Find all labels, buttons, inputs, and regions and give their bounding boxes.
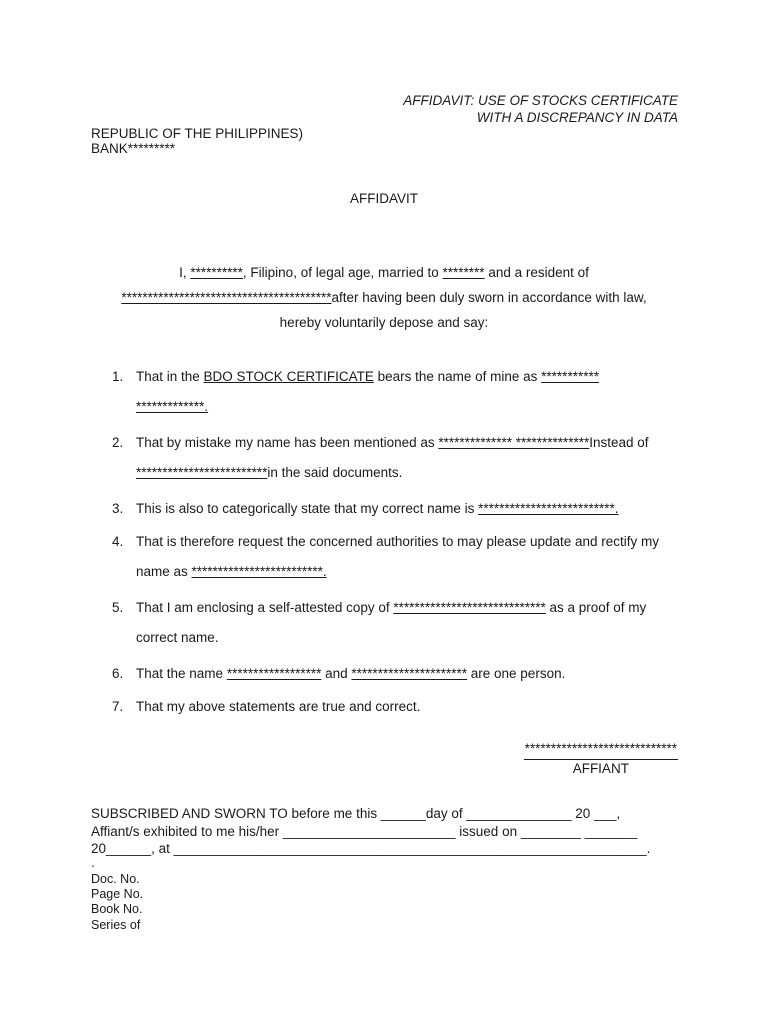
intro-line-3: hereby voluntarily depose and say: (279, 315, 489, 330)
list-item: 2. That by mistake my name has been mentioned as ************** **************Instead of *************************in the said documents. (112, 435, 649, 480)
wrong-name-blank: ************** ************** (438, 435, 590, 450)
name-blank: ************************* (136, 464, 268, 480)
intro-line-2: ****************************************after having been duly sworn in accordance with law, (121, 290, 647, 305)
book-number: Book No. (91, 902, 143, 917)
intro-line-1: I, **********, Filipino, of legal age, married to ******** and a resident of (179, 265, 589, 280)
list-item: 3. This is also to categorically state that my correct name is **************************. (112, 501, 619, 516)
notary-block (91, 872, 143, 933)
statement-list (112, 369, 672, 732)
name-blank: ************************* (191, 563, 323, 579)
affidavit-heading: AFFIDAVIT (349, 191, 418, 206)
affiant-name-blank: ********** (190, 265, 243, 280)
name-blank: *********** (541, 369, 599, 384)
list-item: 5. That I am enclosing a self-attested copy of ***************************** as a proof of my correct name. (112, 600, 647, 645)
name-blank: ************* (136, 398, 205, 414)
name-blank: ********************** (351, 666, 468, 681)
list-item: 6. That the name ****************** and ********************** are one person. (112, 666, 566, 681)
list-item: 1. That in the BDO STOCK CERTIFICATE bears the name of mine as *********** *************. (112, 369, 599, 414)
spouse-name-blank: ******** (442, 265, 485, 280)
signature-line: ***************************** (524, 740, 678, 760)
document-title (403, 92, 678, 126)
venue-country: REPUBLIC OF THE PHILIPPINES) (91, 126, 304, 141)
list-item: 7. That my above statements are true and correct. (112, 699, 421, 714)
list-item: 4. That is therefore request the concerned authorities to may please update and rectify my name as *************************. (112, 534, 660, 579)
jurat-line-3: 20______, at _______________________________________________________________. (91, 841, 651, 856)
affiant-label: AFFIANT (572, 761, 629, 776)
document-blank: ***************************** (393, 600, 546, 615)
jurat-block (91, 805, 650, 868)
name-blank: ****************** (226, 666, 322, 681)
address-blank: **************************************** (121, 290, 332, 305)
doc-number: Doc. No. (91, 872, 140, 886)
document-name: BDO STOCK CERTIFICATE (203, 369, 374, 384)
jurat-line-4: . (91, 854, 95, 870)
jurat-line-1: SUBSCRIBED AND SWORN TO before me this ______day of ______________ 20 ___, (91, 806, 621, 821)
title-line-1: AFFIDAVIT: USE OF STOCKS CERTIFICATE (403, 93, 678, 108)
venue-block (91, 126, 303, 156)
signature-block (524, 740, 678, 778)
series: Series of (91, 917, 141, 932)
page-number: Page No. (91, 887, 144, 902)
jurat-line-2: Affiant/s exhibited to me his/her _______________________ issued on ________ _______ (91, 823, 638, 839)
title-line-2: WITH A DISCREPANCY IN DATA (476, 110, 678, 125)
venue-bank: BANK********* (91, 141, 176, 156)
correct-name-blank: ************************** (478, 501, 615, 516)
